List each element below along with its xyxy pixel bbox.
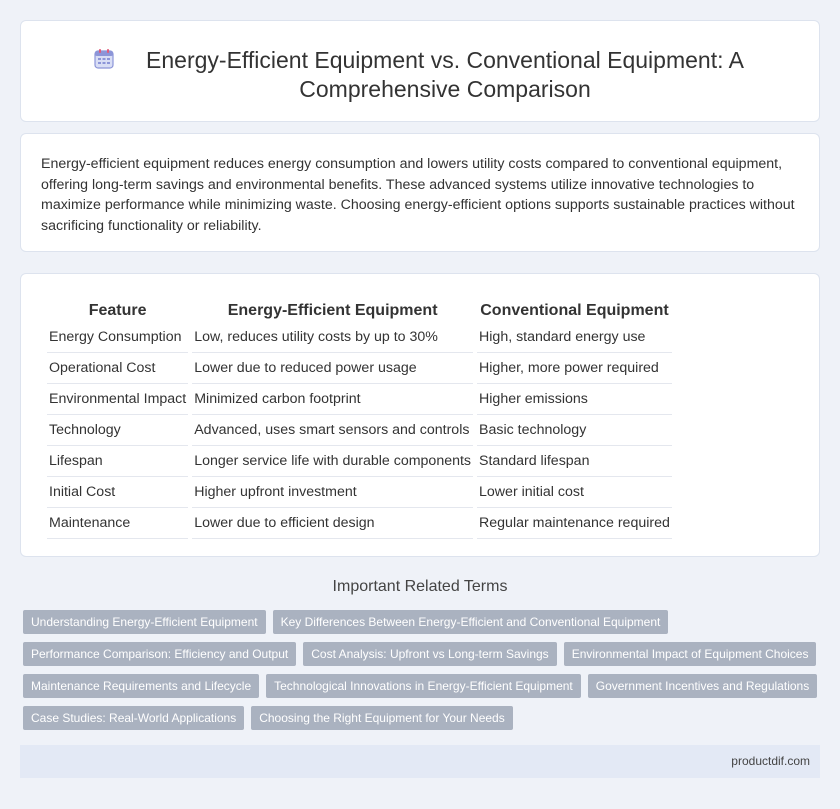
related-term-tag[interactable]: Government Incentives and Regulations — [588, 674, 817, 698]
related-term-tag[interactable]: Environmental Impact of Equipment Choices — [564, 642, 817, 666]
table-row — [47, 446, 672, 477]
header-feature: Feature — [88, 302, 147, 319]
table-row — [47, 415, 672, 446]
table-cell: Low, reduces utility costs by up to 30% — [192, 322, 473, 353]
table-cell: Technology — [47, 415, 188, 446]
table-cell: Advanced, uses smart sensors and controls — [192, 415, 473, 446]
intro-paragraph: Energy-efficient equipment reduces energy consumption and lowers utility costs compared to conventional equipment, offering long-term savings and environmental benefits. These advanced systems utilize innovative technologies to maximize performance while minimizing waste. Choosing energy-efficient options supports sustainable practices without sacrificing functionality or reliability. — [41, 156, 795, 234]
table-cell: Standard lifespan — [477, 446, 672, 477]
header-energy-efficient: Energy-Efficient Equipment — [227, 302, 438, 319]
table-row — [47, 477, 672, 508]
footer — [20, 745, 820, 778]
table-cell: Energy Consumption — [47, 322, 188, 353]
table-cell: High, standard energy use — [477, 322, 672, 353]
table-cell: Operational Cost — [47, 353, 188, 384]
table-cell: Basic technology — [477, 415, 672, 446]
table-cell: Higher upfront investment — [192, 477, 473, 508]
comparison-table-card — [20, 273, 820, 557]
tag-row — [23, 610, 823, 634]
table-row — [47, 508, 672, 539]
related-terms-list — [23, 610, 823, 738]
table-row — [47, 322, 672, 353]
tag-row — [23, 706, 823, 730]
related-terms-title: Important Related Terms — [332, 578, 508, 595]
table-cell: Higher emissions — [477, 384, 672, 415]
table-cell: Maintenance — [47, 508, 188, 539]
table-cell: Minimized carbon footprint — [192, 384, 473, 415]
table-cell: Lifespan — [47, 446, 188, 477]
table-cell: Lower due to reduced power usage — [192, 353, 473, 384]
table-cell: Environmental Impact — [47, 384, 188, 415]
related-term-tag[interactable]: Maintenance Requirements and Lifecycle — [23, 674, 259, 698]
tag-row — [23, 674, 823, 698]
table-row — [47, 384, 672, 415]
intro-card — [20, 133, 820, 252]
table-header-row — [47, 295, 672, 322]
comparison-table — [43, 295, 676, 539]
header-conventional: Conventional Equipment — [480, 302, 669, 319]
table-row — [47, 353, 672, 384]
page-title: Energy-Efficient Equipment vs. Conventional Equipment: A Comprehensive Comparison — [146, 47, 744, 102]
footer-site-link[interactable]: productdif.com — [731, 754, 810, 768]
table-cell: Longer service life with durable components — [192, 446, 473, 477]
related-term-tag[interactable]: Choosing the Right Equipment for Your Needs — [251, 706, 513, 730]
tag-row — [23, 642, 823, 666]
related-term-tag[interactable]: Key Differences Between Energy-Efficient and Conventional Equipment — [273, 610, 669, 634]
related-term-tag[interactable]: Understanding Energy-Efficient Equipment — [23, 610, 266, 634]
related-term-tag[interactable]: Performance Comparison: Efficiency and Output — [23, 642, 296, 666]
table-cell: Regular maintenance required — [477, 508, 672, 539]
title-card — [20, 20, 820, 122]
related-term-tag[interactable]: Technological Innovations in Energy-Efficient Equipment — [266, 674, 581, 698]
table-cell: Initial Cost — [47, 477, 188, 508]
table-cell: Lower due to efficient design — [192, 508, 473, 539]
table-cell: Lower initial cost — [477, 477, 672, 508]
related-term-tag[interactable]: Cost Analysis: Upfront vs Long-term Savings — [303, 642, 556, 666]
related-term-tag[interactable]: Case Studies: Real-World Applications — [23, 706, 244, 730]
table-cell: Higher, more power required — [477, 353, 672, 384]
